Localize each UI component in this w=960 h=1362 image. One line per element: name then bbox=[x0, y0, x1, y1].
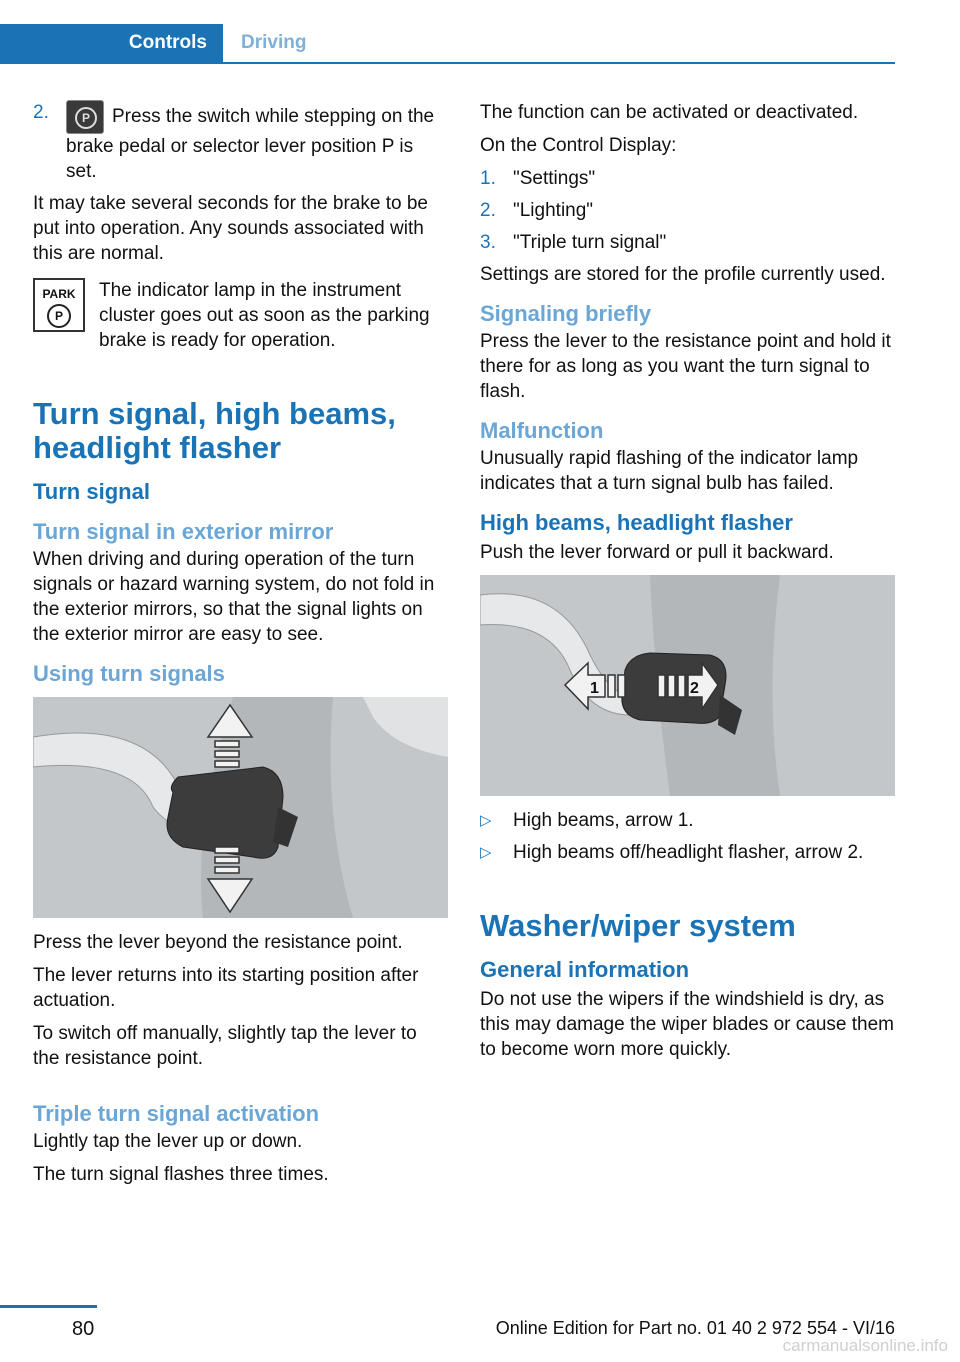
high-beam-bullets bbox=[480, 808, 895, 865]
indicator-note bbox=[33, 278, 448, 353]
chapter-header bbox=[0, 24, 895, 64]
heading-using-turn-signals: Using turn signals bbox=[33, 661, 225, 686]
high-beam-lever-drawing bbox=[480, 575, 895, 796]
right-column bbox=[480, 100, 895, 1070]
heading-high-beams: High beams, headlight flasher bbox=[480, 510, 793, 535]
section-title-washer: Washer/wiper system bbox=[480, 908, 796, 943]
paragraph-tap-lever: Lightly tap the lever up or down. bbox=[33, 1131, 303, 1152]
step-number: 3. bbox=[480, 232, 496, 253]
paragraph-activated: The function can be activated or deactivated. bbox=[480, 102, 859, 123]
paragraph-control-display: On the Control Display: bbox=[480, 135, 677, 156]
arrow-1-label: 1 bbox=[590, 680, 599, 697]
step-text: "Settings" bbox=[513, 168, 596, 189]
heading-general-information: General information bbox=[480, 957, 690, 982]
bullet-text: High beams, arrow 1. bbox=[513, 810, 694, 831]
heading-signaling-briefly: Signaling briefly bbox=[480, 301, 652, 326]
paragraph-malfunction: Unusually rapid flashing of the indicator lamp indicates that a turn signal bulb has failed. bbox=[480, 448, 859, 494]
p-glyph: P bbox=[75, 107, 97, 129]
park-indicator-icon bbox=[33, 278, 85, 332]
triangle-bullet-icon: ▷ bbox=[480, 844, 492, 861]
edition-text: Online Edition for Part no. 01 40 2 972 554 - VI/16 bbox=[495, 1318, 895, 1338]
page-number: 80 bbox=[72, 1318, 95, 1340]
settings-steps bbox=[480, 166, 895, 255]
arrow-2-label: 2 bbox=[690, 680, 699, 697]
list-item bbox=[480, 808, 895, 833]
step-number: 1. bbox=[480, 168, 496, 189]
park-p-glyph: P bbox=[47, 304, 71, 328]
park-label: PARK bbox=[42, 287, 76, 301]
step-number: 2. bbox=[480, 200, 496, 221]
list-item bbox=[480, 166, 895, 191]
footer-rule bbox=[0, 1305, 97, 1308]
tab-driving[interactable]: Driving bbox=[241, 32, 307, 53]
heading-triple-turn-signal: Triple turn signal activation bbox=[33, 1101, 320, 1126]
step-2 bbox=[33, 100, 448, 184]
paragraph-push-lever: Push the lever forward or pull it backward. bbox=[480, 542, 834, 563]
step-text: Press the switch while stepping on the brake pedal or selector lever position P is set. bbox=[66, 106, 435, 182]
list-item bbox=[480, 840, 895, 865]
list-item bbox=[480, 198, 895, 223]
paragraph-signaling-briefly: Press the lever to the resistance point and hold it there for as long as you want the turn signal to flash. bbox=[480, 331, 891, 402]
paragraph-flashes-three: The turn signal flashes three times. bbox=[33, 1164, 329, 1185]
paragraph-general: Do not use the wipers if the windshield is dry, as this may damage the wiper blades or cause them to become worn more quickly. bbox=[480, 989, 894, 1060]
paragraph-lever-returns: The lever returns into its starting position after actuation. bbox=[33, 965, 419, 1011]
turn-signal-lever-illustration bbox=[33, 697, 448, 918]
step-number: 2. bbox=[33, 102, 49, 123]
turn-signal-lever-drawing bbox=[33, 697, 448, 918]
paragraph-press-lever: Press the lever beyond the resistance point. bbox=[33, 932, 403, 953]
list-item bbox=[480, 230, 895, 255]
high-beam-lever-illustration bbox=[480, 575, 895, 796]
paragraph-switch-off: To switch off manually, slightly tap the lever to the resistance point. bbox=[33, 1023, 417, 1069]
paragraph-settings-stored: Settings are stored for the profile currently used. bbox=[480, 264, 886, 285]
left-column bbox=[33, 100, 448, 1195]
paragraph-brake-delay: It may take several seconds for the brake to be put into operation. Any sounds associated with this are normal. bbox=[33, 193, 428, 264]
indicator-text: The indicator lamp in the instrument cluster goes out as soon as the parking brake is ready for operation. bbox=[99, 280, 430, 351]
section-title-turn-signal: Turn signal, high beams, headlight flasher bbox=[33, 396, 396, 465]
heading-turn-signal: Turn signal bbox=[33, 479, 150, 504]
tab-controls[interactable]: Controls bbox=[0, 24, 223, 62]
triangle-bullet-icon: ▷ bbox=[480, 812, 492, 829]
bullet-text: High beams off/headlight flasher, arrow 2. bbox=[513, 842, 864, 863]
step-text-wrap bbox=[66, 100, 448, 184]
step-text: "Lighting" bbox=[513, 200, 594, 221]
parking-brake-switch-icon bbox=[66, 100, 104, 134]
watermark: carmanualsonline.info bbox=[782, 1336, 948, 1355]
paragraph-mirror: When driving and during operation of the turn signals or hazard warning system, do not fold in the exterior mirrors, so that the signal lights on the exterior mirror are easy to see. bbox=[33, 549, 435, 645]
heading-malfunction: Malfunction bbox=[480, 418, 604, 443]
step-text: "Triple turn signal" bbox=[513, 232, 667, 253]
heading-exterior-mirror: Turn signal in exterior mirror bbox=[33, 519, 334, 544]
